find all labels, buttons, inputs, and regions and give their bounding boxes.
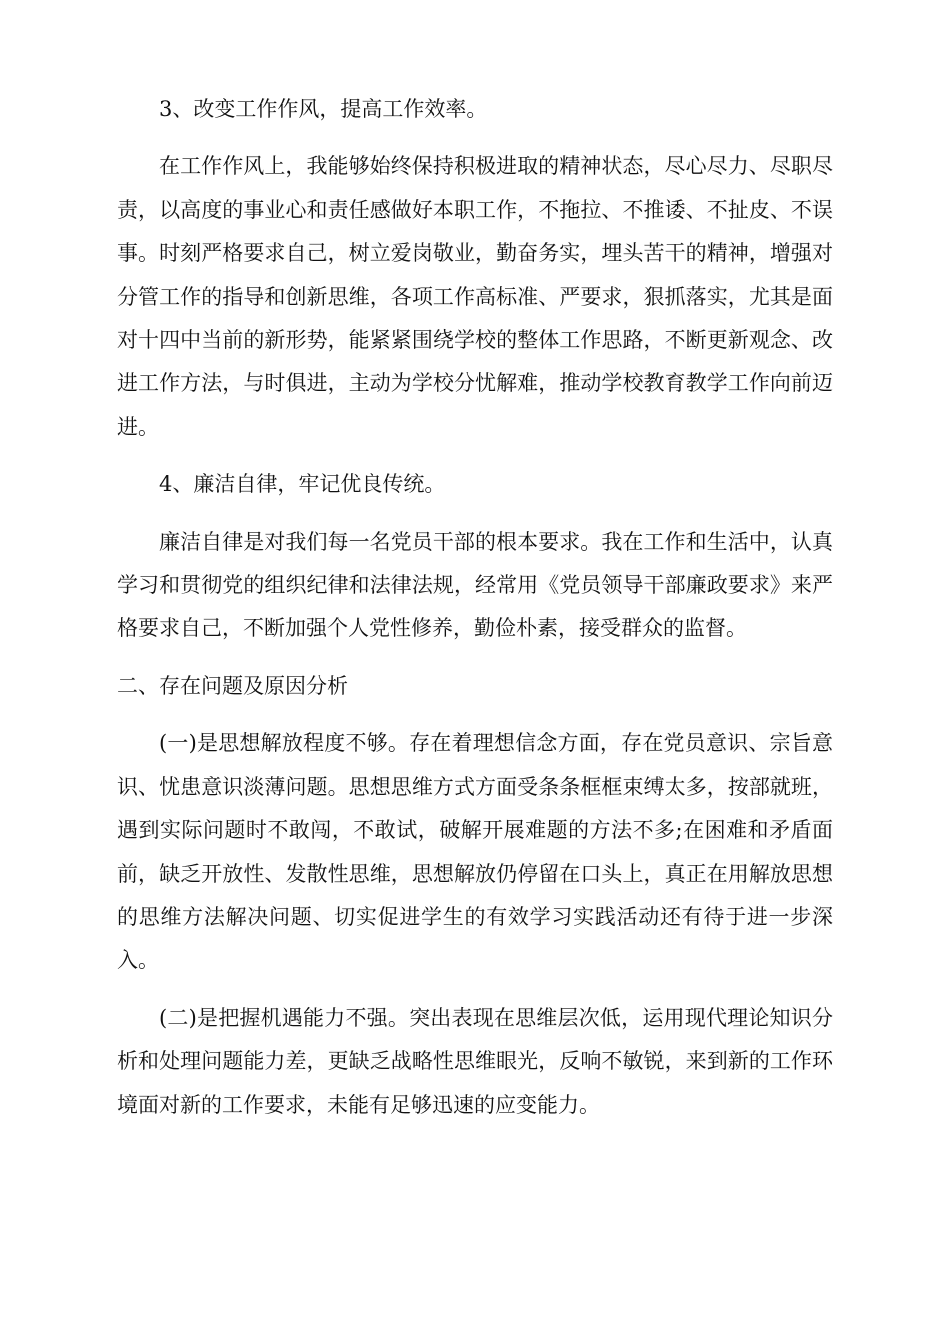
paragraph-integrity: 廉洁自律是对我们每一名党员干部的根本要求。我在工作和生活中，认真学习和贯彻党的组织纪律和法律法规，经常用《党员领导干部廉政要求》来严格要求自己，不断加强个人党性修养，勤俭朴素，接受群众的监督。 [117,529,833,641]
section-heading-3: 3、改变工作作风，提高工作效率。 [159,97,488,121]
section-heading-4: 4、廉洁自律，牢记优良传统。 [159,472,446,497]
paragraph-problem-2: (二)是把握机遇能力不强。突出表现在思维层次低，运用现代理论知识分析和处理问题能力差，更缺乏战略性思维眼光，反响不敏锐，来到新的工作环境面对新的工作要求，未能有足够迅速的应变能力。 [117,1005,833,1117]
document-body [117,88,833,1141]
paragraph-problem-1: (一)是思想解放程度不够。存在着理想信念方面，存在党员意识、宗旨意识、忧患意识淡薄问题。思想思维方式方面受条条框框束缚太多，按部就班，遇到实际问题时不敢闯，不敢试，破解开展难题的方法不多;在困难和矛盾面前，缺乏开放性、发散性思维，思想解放仍停留在口头上，真正在用解放思想的思维方法解决问题、切实促进学生的有效学习实践活动还有待于进一步深入。 [117,731,833,973]
paragraph-work-style: 在工作作风上，我能够始终保持积极进取的精神状态，尽心尽力、尽职尽责，以高度的事业心和责任感做好本职工作，不拖拉、不推诿、不扯皮、不误事。时刻严格要求自己，树立爱岗敬业，勤奋务实，埋头苦干的精神，增强对分管工作的指导和创新思维，各项工作高标准、严要求，狠抓落实，尤其是面对十四中当前的新形势，能紧紧围绕学校的整体工作思路，不断更新观念、改进工作方法，与时俱进，主动为学校分忧解难，推动学校教育教学工作向前迈进。 [117,154,833,439]
section-heading-problems: 二、存在问题及原因分析 [117,673,348,698]
